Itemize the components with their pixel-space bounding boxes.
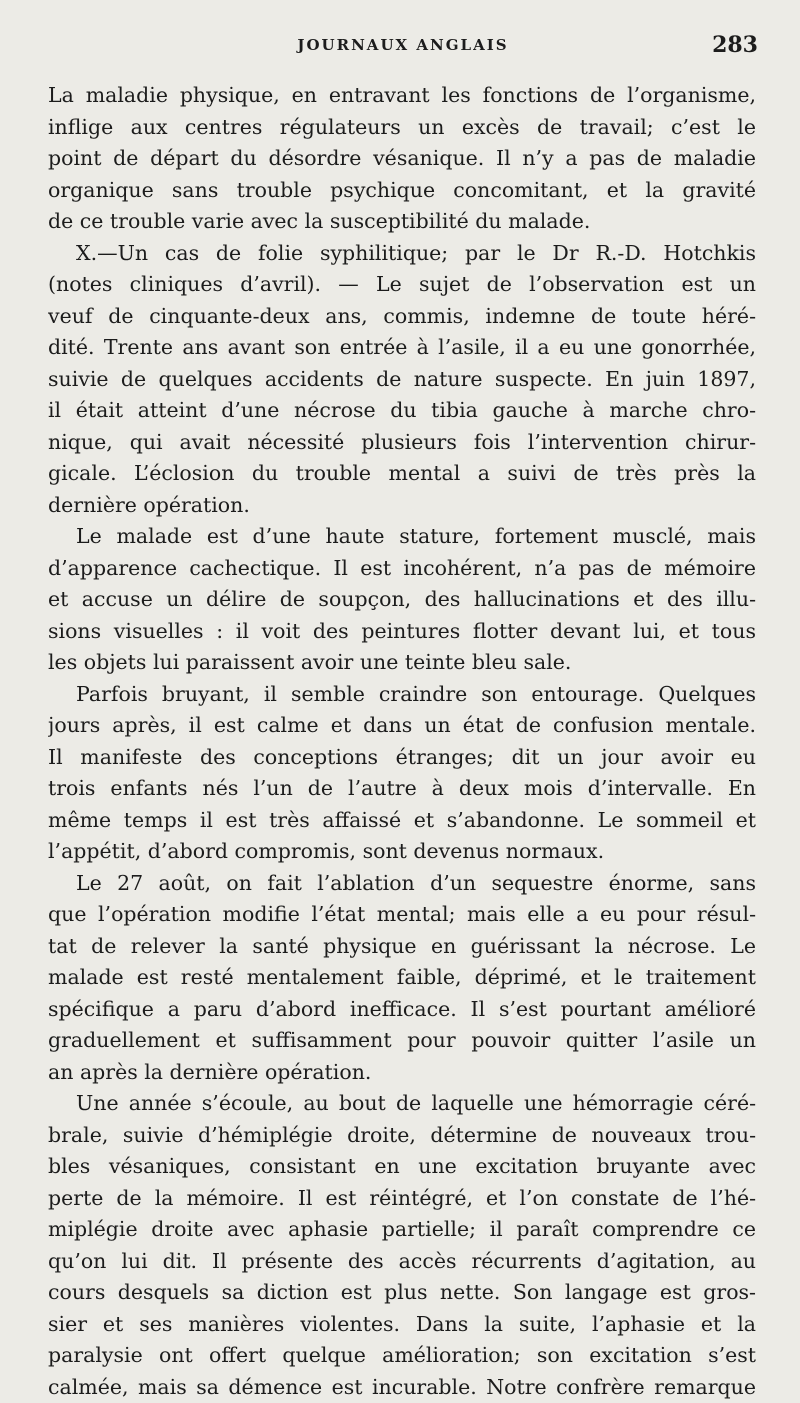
text-line: sions visuelles : il voit des peintures flotter devant lui, et tous — [48, 616, 756, 648]
text-line: même temps il est très affaissé et s’abandonne. Le sommeil et — [48, 805, 756, 837]
text-line: Parfois bruyant, il semble craindre son entourage. Quelques — [48, 679, 756, 711]
text-line: malade est resté mentalement faible, déprimé, et le traitement — [48, 962, 756, 994]
text-line: Il manifeste des conceptions étranges; dit un jour avoir eu — [48, 742, 756, 774]
section-heading-line: X.—Un cas de folie syphilitique; par le Dr R.-D. Hotchkis — [48, 238, 756, 270]
text-line: bles vésaniques, consistant en une excitation bruyante avec — [48, 1151, 756, 1183]
text-line: dité. Trente ans avant son entrée à l’asile, il a eu une gonorrhée, — [48, 332, 756, 364]
text-line: (notes cliniques d’avril). — Le sujet de l’observation est un — [48, 269, 756, 301]
text-line: les objets lui paraissent avoir une teinte bleu sale. — [48, 647, 756, 679]
text-line: trois enfants nés l’un de l’autre à deux mois d’intervalle. En — [48, 773, 756, 805]
text-line: Le 27 août, on fait l’ablation d’un sequestre énorme, sans — [48, 868, 756, 900]
text-line: perte de la mémoire. Il est réintégré, et l’on constate de l’hé- — [48, 1183, 756, 1215]
text-line: an après la dernière opération. — [48, 1057, 756, 1089]
text-line: brale, suivie d’hémiplégie droite, détermine de nouveaux trou- — [48, 1120, 756, 1152]
text-line: sier et ses manières violentes. Dans la suite, l’aphasie et la — [48, 1309, 756, 1341]
text-line: dernière opération. — [48, 490, 756, 522]
page-header — [48, 36, 758, 66]
text-line: jours après, il est calme et dans un état de confusion mentale. — [48, 710, 756, 742]
text-line: organique sans trouble psychique concomitant, et la gravité — [48, 175, 756, 207]
text-line: qu’on lui dit. Il présente des accès récurrents d’agitation, au — [48, 1246, 756, 1278]
text-line: miplégie droite avec aphasie partielle; il paraît comprendre ce — [48, 1214, 756, 1246]
text-line: suivie de quelques accidents de nature suspecte. En juin 1897, — [48, 364, 756, 396]
running-title: JOURNAUX ANGLAIS — [48, 36, 758, 54]
text-line: point de départ du désordre vésanique. Il n’y a pas de maladie — [48, 143, 756, 175]
text-line: paralysie ont offert quelque amélioration; son excitation s’est — [48, 1340, 756, 1372]
text-line: il était atteint d’une nécrose du tibia gauche à marche chro- — [48, 395, 756, 427]
text-line: veuf de cinquante-deux ans, commis, indemne de toute héré- — [48, 301, 756, 333]
text-line: que l’opération modifie l’état mental; mais elle a eu pour résul- — [48, 899, 756, 931]
page-number: 283 — [712, 32, 758, 58]
text-line: Une année s’écoule, au bout de laquelle une hémorragie céré- — [48, 1088, 756, 1120]
text-line: calmée, mais sa démence est incurable. Notre confrère remarque — [48, 1372, 756, 1403]
text-line: inflige aux centres régulateurs un excès de travail; c’est le — [48, 112, 756, 144]
text-line: de ce trouble varie avec la susceptibilité du malade. — [48, 206, 756, 238]
text-line: cours desquels sa diction est plus nette. Son langage est gros- — [48, 1277, 756, 1309]
body-text — [48, 80, 756, 1403]
text-line: gicale. L’éclosion du trouble mental a suivi de très près la — [48, 458, 756, 490]
text-line: tat de relever la santé physique en guérissant la nécrose. Le — [48, 931, 756, 963]
text-line: nique, qui avait nécessité plusieurs fois l’intervention chirur- — [48, 427, 756, 459]
text-line: Le malade est d’une haute stature, fortement musclé, mais — [48, 521, 756, 553]
text-line: d’apparence cachectique. Il est incohérent, n’a pas de mémoire — [48, 553, 756, 585]
text-line: La maladie physique, en entravant les fonctions de l’organisme, — [48, 80, 756, 112]
text-line: graduellement et suffisamment pour pouvoir quitter l’asile un — [48, 1025, 756, 1057]
text-line: spécifique a paru d’abord inefficace. Il s’est pourtant amélioré — [48, 994, 756, 1026]
text-line: et accuse un délire de soupçon, des hallucinations et des illu- — [48, 584, 756, 616]
text-line: l’appétit, d’abord compromis, sont devenus normaux. — [48, 836, 756, 868]
